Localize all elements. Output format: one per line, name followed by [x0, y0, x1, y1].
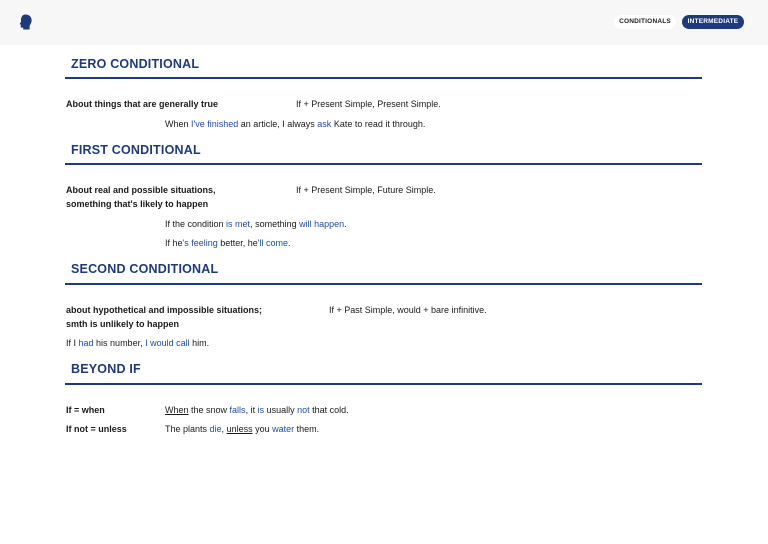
example-highlight: ask: [317, 119, 332, 129]
example-text: an article, I always: [238, 119, 318, 129]
topic-tag[interactable]: CONDITIONALS: [614, 15, 676, 29]
top-bar: [0, 0, 768, 45]
example-text: his number,: [93, 338, 146, 348]
section-divider: [65, 283, 702, 285]
example-text: When: [165, 119, 192, 129]
section-title-first-conditional: FIRST CONDITIONAL: [71, 143, 201, 157]
usage-text: About things that are generally true: [66, 99, 219, 109]
example-text: usually: [264, 405, 298, 415]
example-highlight: I would call: [145, 338, 190, 348]
example-text: him.: [189, 338, 210, 348]
example-keyword: When: [165, 405, 189, 415]
example-text: If I: [66, 338, 79, 348]
section-title-zero-conditional: ZERO CONDITIONAL: [71, 57, 200, 71]
section-divider: [65, 163, 702, 165]
example-highlight: I've finished: [191, 119, 239, 129]
rule-label: If not = unless: [66, 424, 127, 434]
formula-text: If + Present Simple, Present Simple.: [296, 99, 441, 109]
example-text: them.: [294, 424, 320, 434]
example-highlight: will happen: [299, 219, 345, 229]
example-text: The plants: [165, 424, 210, 434]
example-highlight: 's feeling: [182, 238, 218, 248]
example-sentence: [165, 422, 319, 436]
example-sentence: [165, 236, 291, 250]
example-text: you: [252, 424, 273, 434]
example-keyword: unless: [226, 424, 253, 434]
level-tag[interactable]: INTERMEDIATE: [682, 15, 744, 29]
example-highlight: is met: [226, 219, 251, 229]
example-text: If the condition: [165, 219, 227, 229]
example-text: better, he: [217, 238, 258, 248]
example-highlight: is: [257, 405, 265, 415]
usage-text: something that's likely to happen: [66, 199, 209, 209]
example-highlight: 'll come: [257, 238, 289, 248]
example-text: .: [288, 238, 291, 248]
example-text: Kate to read it through.: [331, 119, 426, 129]
example-text: , it: [245, 405, 258, 415]
example-sentence: [165, 403, 349, 417]
section-divider: [65, 383, 702, 385]
section-title-beyond-if: BEYOND IF: [71, 362, 141, 376]
rule-label: If = when: [66, 405, 105, 415]
example-text: ,: [221, 424, 227, 434]
formula-text: If + Present Simple, Future Simple.: [296, 185, 436, 195]
section-title-second-conditional: SECOND CONDITIONAL: [71, 262, 219, 276]
formula-text: If + Past Simple, would + bare infinitive.: [329, 305, 487, 315]
usage-text: about hypothetical and impossible situations;: [66, 305, 263, 315]
example-sentence: [165, 117, 425, 131]
example-text: .: [344, 219, 347, 229]
example-text: the snow: [188, 405, 230, 415]
example-sentence: [66, 336, 209, 350]
section-divider: [65, 77, 702, 79]
example-highlight: die: [209, 424, 222, 434]
usage-text: About real and possible situations,: [66, 185, 216, 195]
example-highlight: falls: [229, 405, 246, 415]
example-highlight: water: [272, 424, 295, 434]
example-highlight: not: [297, 405, 310, 415]
usage-text: smth is unlikely to happen: [66, 319, 180, 329]
example-highlight: had: [78, 338, 94, 348]
example-text: that cold.: [309, 405, 349, 415]
example-text: , something: [250, 219, 300, 229]
example-text: If he: [165, 238, 183, 248]
example-sentence: [165, 217, 347, 231]
head-profile-icon: [19, 14, 33, 30]
